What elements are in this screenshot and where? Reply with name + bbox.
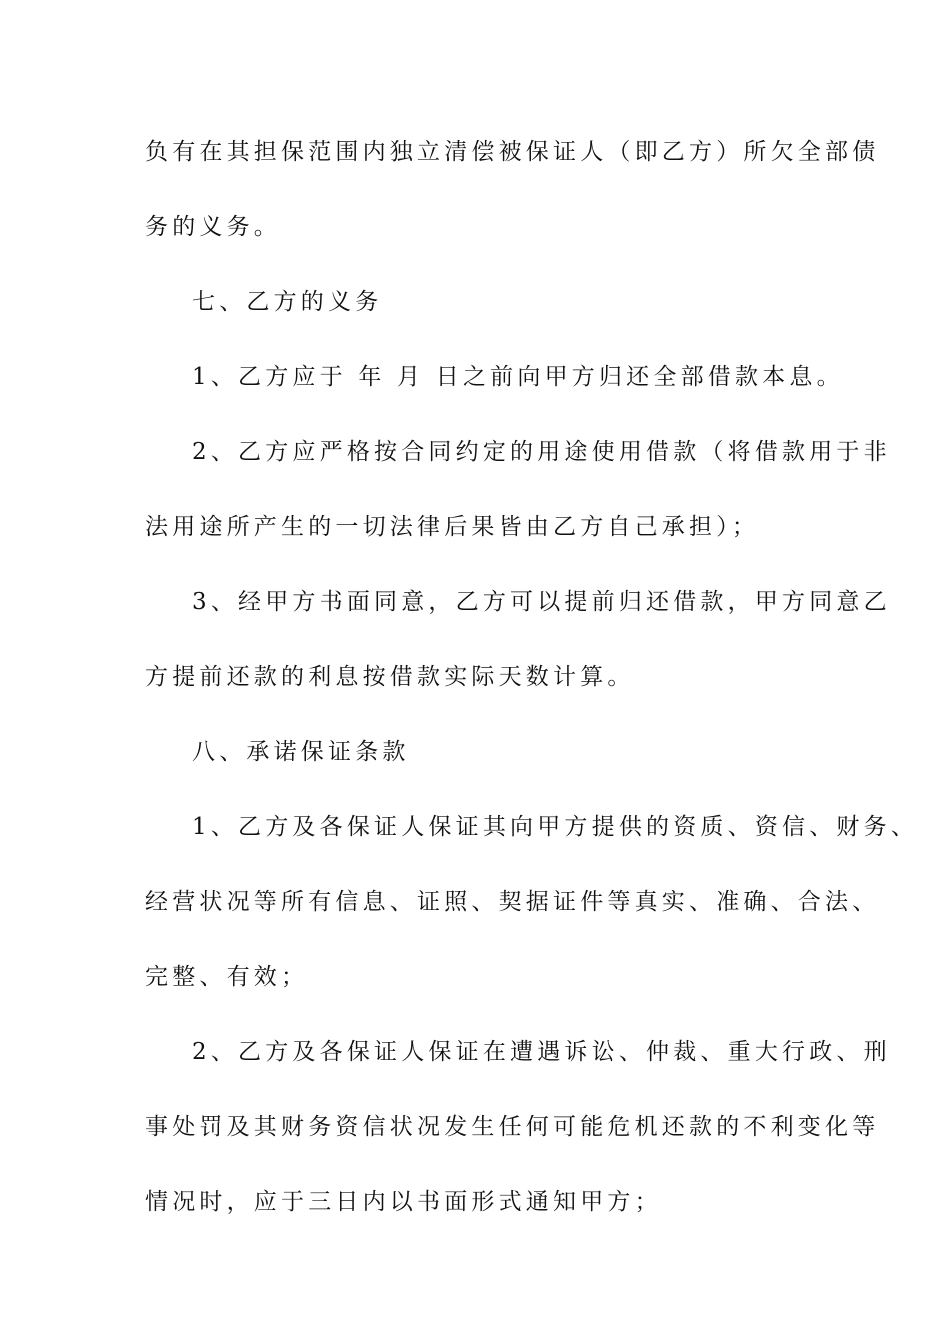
paragraph-line: 务的义务。 xyxy=(145,214,281,240)
paragraph-line: 2、乙方应严格按合同约定的用途使用借款（将借款用于非 xyxy=(192,439,891,465)
paragraph-line: 3、经甲方书面同意，乙方可以提前归还借款，甲方同意乙 xyxy=(192,589,891,615)
paragraph-line: 1、乙方及各保证人保证其向甲方提供的资质、资信、财务、 xyxy=(192,814,919,840)
paragraph-line: 方提前还款的利息按借款实际天数计算。 xyxy=(145,664,635,690)
paragraph-line: 完整、有效； xyxy=(145,964,309,990)
paragraph-line: 经营状况等所有信息、证照、契据证件等真实、准确、合法、 xyxy=(145,889,880,915)
paragraph-line: 1、乙方应于 年 月 日之前向甲方归还全部借款本息。 xyxy=(192,364,844,390)
paragraph-line: 法用途所产生的一切法律后果皆由乙方自己承担）； xyxy=(145,514,760,540)
paragraph-line: 负有在其担保范围内独立清偿被保证人（即乙方）所欠全部债 xyxy=(145,139,880,165)
paragraph-line: 2、乙方及各保证人保证在遭遇诉讼、仲裁、重大行政、刑 xyxy=(192,1039,891,1065)
section-heading: 七、乙方的义务 xyxy=(192,289,383,315)
paragraph-line: 情况时，应于三日内以书面形式通知甲方； xyxy=(145,1189,662,1215)
section-heading: 八、承诺保证条款 xyxy=(192,739,410,765)
paragraph-line: 事处罚及其财务资信状况发生任何可能危机还款的不利变化等 xyxy=(145,1114,880,1140)
